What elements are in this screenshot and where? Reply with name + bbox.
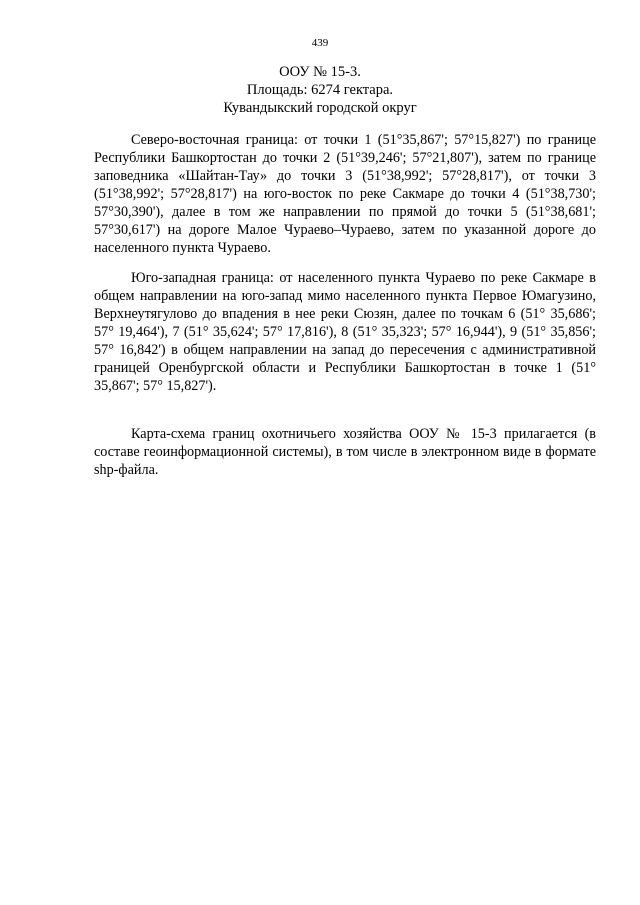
district-name: Кувандыкский городской округ bbox=[223, 100, 417, 116]
southwest-boundary-paragraph: Юго-западная граница: от населенного пункта Чураево по реке Сакмаре в общем направлении на юго-запад мимо населенного пункта Первое Юмагузино, Верхнеутягулово до впадения в нее реки Сюзян, далее по точкам 6 (51° 35,686'; 57° 19,464'), 7 (51° 35,624'; 57° 17,816'), 8 (51° 35,323'; 57° 16,944'), 9 (51° 35,856'; 57° 16,842') в общем направлении на запад до пересечения с административной границей Оренбургской области и Республики Башкортостан в точке 1 (51° 35,867'; 57° 15,827'). bbox=[94, 270, 596, 394]
page-number: 439 bbox=[311, 37, 329, 49]
northeast-boundary-paragraph: Северо-восточная граница: от точки 1 (51°35,867'; 57°15,827') по границе Республики Башкортостан до точки 2 (51°39,246'; 57°21,807'), затем по границе заповедника «Шайтан-Тау» до точки 3 (51°38,992'; 57°28,817'), от точки 3 (51°38,992'; 57°28,817') на юго-восток по реке Сакмаре до точки 4 (51°38,730'; 57°30,390'), далее в том же направлении по прямой до точки 5 (51°38,681'; 57°30,617') на дороге Малое Чураево–Чураево, затем по указанной дороге до населенного пункта Чураево. bbox=[94, 132, 596, 256]
area-size: Площадь: 6274 гектара. bbox=[246, 82, 394, 98]
document-header bbox=[0, 63, 640, 117]
hunting-area-code: ООУ № 15-3. bbox=[279, 64, 361, 80]
map-scheme-note-paragraph: Карта-схема границ охотничьего хозяйства ООУ № 15-3 прилагается (в составе геоинформационной системы), в том числе в электронном виде в формате shp-файла. bbox=[94, 426, 596, 478]
